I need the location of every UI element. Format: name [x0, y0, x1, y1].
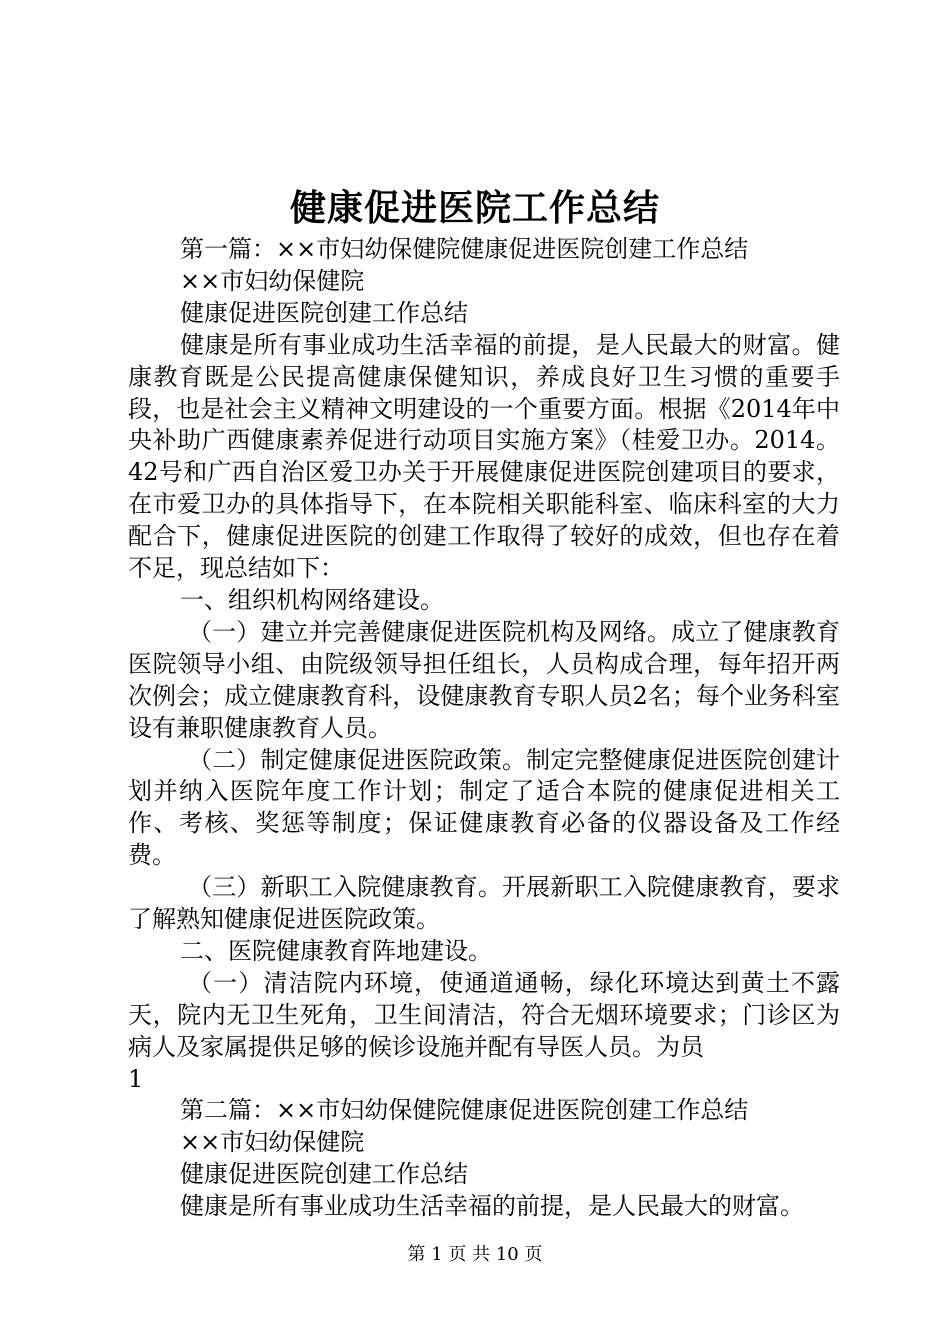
paragraph-item-1-1: （一）建立并完善健康促进医院机构及网络。成立了健康教育医院领导小组、由院级领导担任组长，人员构成合理，每年招开两次例会；成立健康教育科，设健康教育专职人员2名；每个业务科室设有兼职健康教育人员。	[128, 617, 840, 742]
paragraph-page-marker: 1	[128, 1064, 144, 1093]
document-title: 健康促进医院工作总结	[289, 187, 660, 229]
paragraph-subtitle-2: 健康促进医院创建工作总结	[180, 1160, 468, 1189]
page-number-footer: 第 1 页 共 10 页	[407, 1244, 543, 1265]
paragraph-org-name: ××市妇幼保健院	[180, 266, 365, 295]
paragraph-heading-part-two: 第二篇：××市妇幼保健院健康促进医院创建工作总结	[180, 1096, 749, 1125]
paragraph-org-name-2: ××市妇幼保健院	[180, 1128, 365, 1157]
paragraph-item-2-1: （一）清洁院内环境，使通道通畅，绿化环境达到黄土不露天，院内无卫生死角，卫生间清洁，符合无烟环境要求；门诊区为病人及家属提供足够的候诊设施并配有导医人员。为员	[128, 968, 840, 1061]
paragraph-item-1-3: （三）新职工入院健康教育。开展新职工入院健康教育，要求了解熟知健康促进医院政策。	[128, 873, 840, 934]
document-body	[128, 234, 840, 1223]
paragraph-section-two: 二、医院健康教育阵地建设。	[180, 936, 492, 965]
paragraph-section-one: 一、组织机构网络建设。	[180, 585, 444, 614]
paragraph-intro-2: 健康是所有事业成功生活幸福的前提，是人民最大的财富。	[180, 1192, 804, 1221]
paragraph-subtitle: 健康促进医院创建工作总结	[180, 298, 468, 327]
paragraph-heading-part-one: 第一篇：××市妇幼保健院健康促进医院创建工作总结	[180, 235, 749, 263]
paragraph-intro: 健康是所有事业成功生活幸福的前提，是人民最大的财富。健康教育既是公民提高健康保健知识，养成良好卫生习惯的重要手段，也是社会主义精神文明建设的一个重要方面。根据《2014年中央补助广西健康素养促进行动项目实施方案》（桂爱卫办。2014。42号和广西自治区爱卫办关于开展健康促进医院创建项目的要求，在市爱卫办的具体指导下，在本院相关职能科室、临床科室的大力配合下，健康促进医院的创建工作取得了较好的成效，但也存在着不足，现总结如下：	[128, 330, 840, 583]
paragraph-item-1-2: （二）制定健康促进医院政策。制定完整健康促进医院创建计划并纳入医院年度工作计划；制定了适合本院的健康促进相关工作、考核、奖惩等制度；保证健康教育必备的仪器设备及工作经费。	[128, 745, 840, 870]
